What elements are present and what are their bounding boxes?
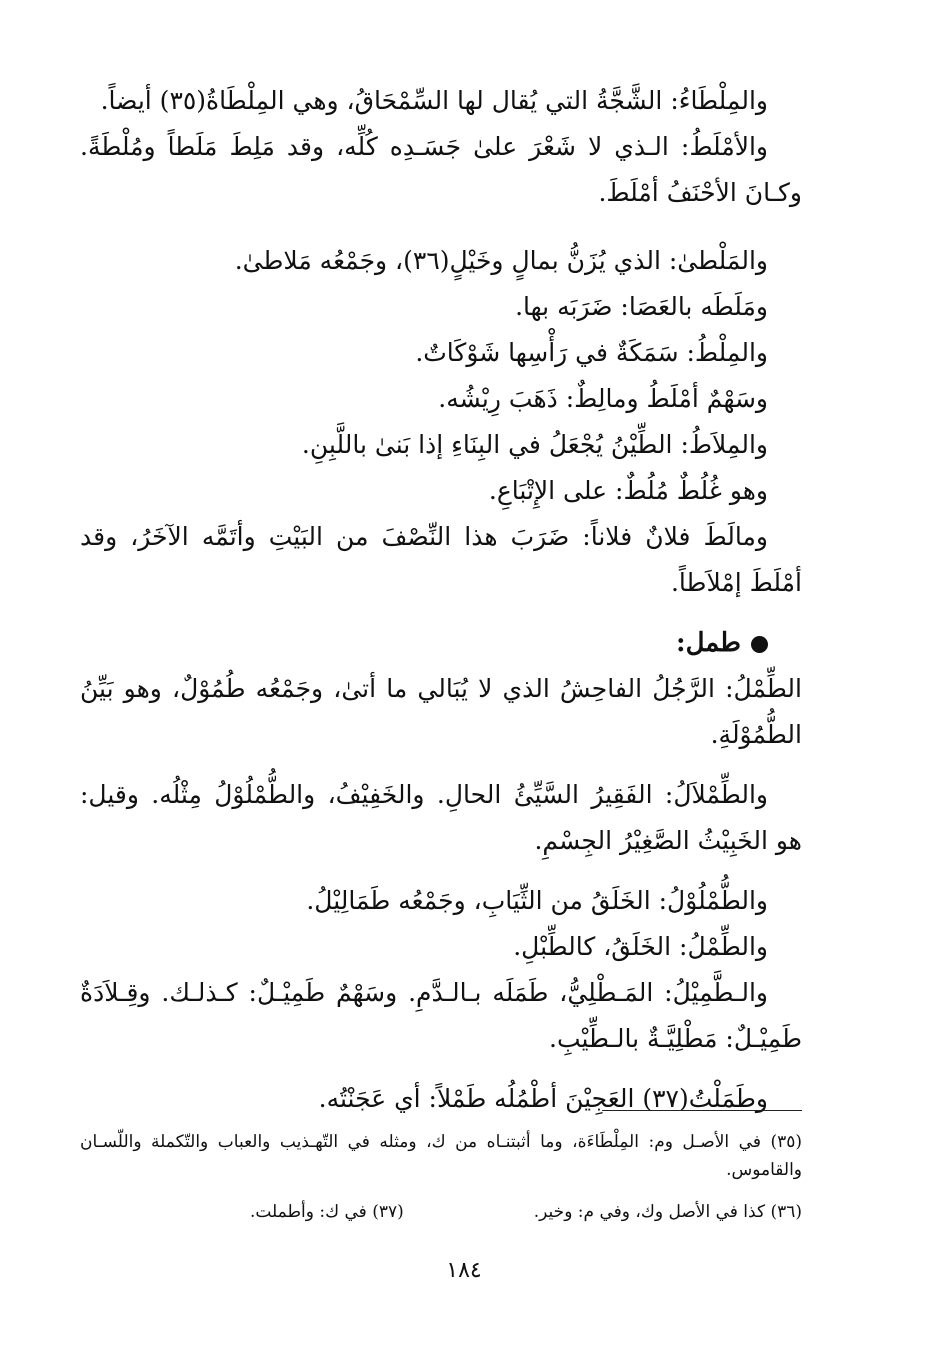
entry-timl-khalaq: والطِّمْلُ: الخَلَقُ، كالطِّبْلِ. — [513, 932, 768, 961]
entry-milta: والمِلْطَاءُ: الشَّجَّةُ التي يُقال لها السِّمْحَاقُ، وهي المِلْطَاةُ(٣٥) أيضاً. — [100, 86, 768, 115]
entry-tamaltu: وطَمَلْتُ(٣٧) العَجِيْنَ أطْمُلُه طَمْلاً: أي عَجَنْتُه. — [318, 1084, 768, 1113]
entry-malata: ومالَطَ فلانٌ فلاناً: ضَرَبَ هذا النِّصْفَ من البَيْتِ وأتَمَّه الآخَرُ، وقد أمْلَطَ إمْلاَطاً. — [80, 522, 802, 597]
entry-milt-fish: والمِلْطُ: سَمَكَةٌ في رَأْسِها شَوْكَاتٌ. — [415, 338, 768, 367]
entry-sahm-amlat: وسَهْمٌ أمْلَطُ ومالِطٌ: ذَهَبَ رِيْشُه. — [438, 384, 768, 413]
entry-timlal: والطِّمْلاَلُ: الفَقِيرُ السَّيِّئُ الحالِ. والخَفِيْفُ، والطُّمْلُوْلُ مِثْلُه. وقيل: هو الخَبِيْثُ الصَّغِيْرُ الجِسْمِ. — [80, 780, 802, 855]
footnotes — [80, 1128, 802, 1226]
footnote-35: (٣٥) في الأصـل وم: المِلْطَاءَة، وما أثبتنـاه من ك، ومثله في التّهـذيب والعباب والتّكملة واللّسـان والقاموس. — [80, 1132, 802, 1180]
page-body — [80, 78, 802, 1122]
entry-amlat: والأمْلَطُ: الـذي لا شَعْرَ علىٰ جَسَـدِه كُلِّه، وقد مَلِطَ مَلَطاً ومُلْطَةً. وكـانَ الأحْنَفُ أمْلَطَ. — [80, 132, 802, 207]
section-heading — [80, 620, 802, 666]
entry-tamil: والـطَّمِيْلُ: المَـطْلِيُّ، طَمَلَه بـالـدَّمِ. وسَهْمٌ طَمِيْـلٌ: كـذلـك. وقِـلاَدَةٌ طَمِيْـلٌ: مَطْلِيَّـةٌ بالـطِّيْبِ. — [80, 978, 802, 1053]
page-number: ١٨٤ — [446, 1258, 482, 1283]
footnote-row — [80, 1198, 802, 1226]
bullet-icon — [751, 636, 768, 653]
footnote-divider — [602, 1110, 802, 1111]
entry-ghulut-mulut: وهو غُلُطٌ مُلُطٌ: على الإِتْبَاعِ. — [488, 476, 768, 505]
entry-timl: الطِّمْلُ: الرَّجُلُ الفاحِشُ الذي لا يُبَالي ما أتىٰ، وجَمْعُه طُمُوْلٌ، وهو بَيِّنُ الطُّمُوْلَةِ. — [80, 674, 802, 749]
entry-malta: والمَلْطىٰ: الذي يُزَنُّ بمالٍ وخَيْلٍ(٣٦)، وجَمْعُه مَلاطىٰ. — [234, 246, 768, 275]
entry-malatahu: ومَلَطَه بالعَصَا: ضَرَبَه بها. — [515, 292, 768, 321]
entry-milat: والمِلاَطُ: الطِّيْنُ يُجْعَلُ في البِنَاءِ إذا بَنىٰ باللَّبِنِ. — [301, 430, 768, 459]
footnote-36: (٣٦) كذا في الأصل وك، وفي م: وخير. — [533, 1202, 802, 1222]
entry-tumlul: والطُّمْلُوْلُ: الخَلَقُ من الثِّيَابِ، وجَمْعُه طَمَالِيْلُ. — [306, 886, 768, 915]
section-heading-text: طمل: — [675, 628, 741, 658]
footnote-37: (٣٧) في ك: وأطملت. — [249, 1202, 404, 1222]
